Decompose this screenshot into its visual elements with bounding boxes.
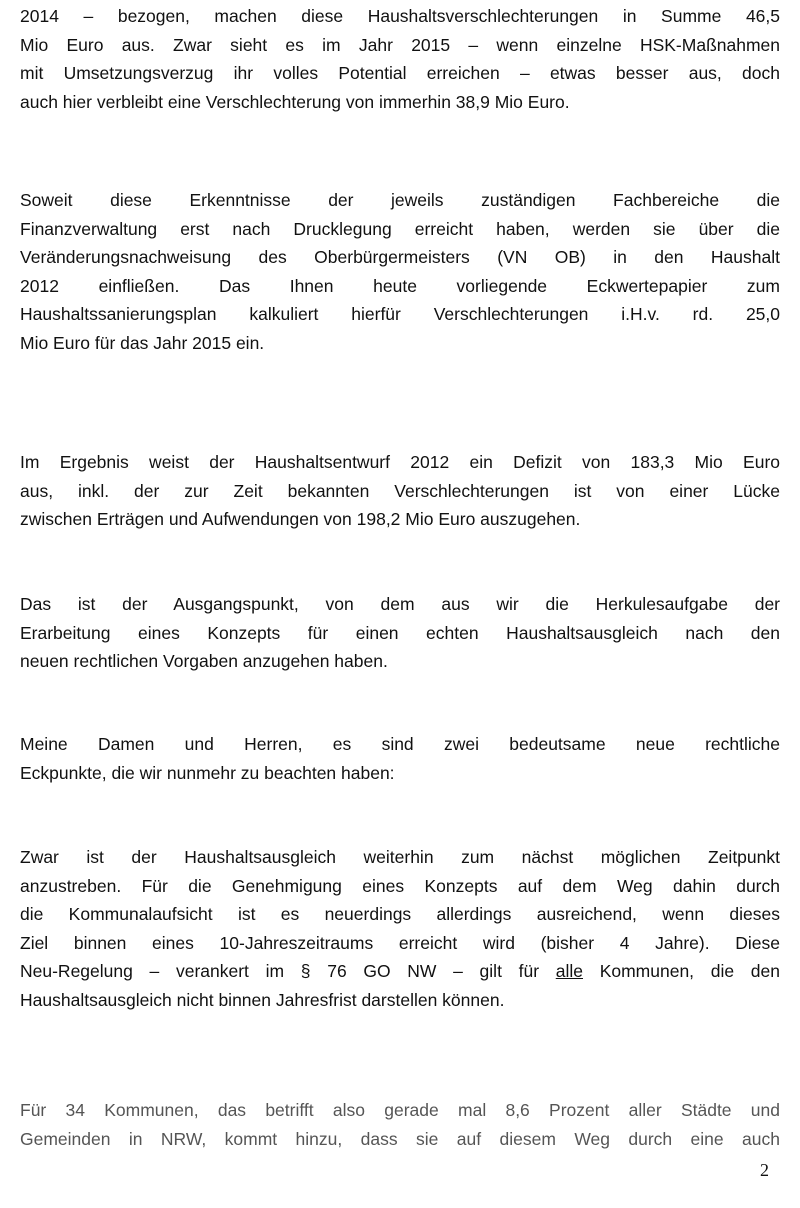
text-segment: Kommunen, die den <box>583 961 780 981</box>
text-segment: Neu-Regelung – verankert im § 76 GO NW – gilt für <box>20 961 556 981</box>
text-line: 2012 einfließen. Das Ihnen heute vorliegende Eckwertepapier zum <box>20 275 780 296</box>
text-line: Haushaltssanierungsplan kalkuliert hierfür Verschlechterungen i.H.v. rd. 25,0 <box>20 304 780 324</box>
page-number: 2 <box>760 1160 769 1180</box>
paragraph-1 <box>20 2 780 116</box>
text-line: 2014 – bezogen, machen diese Haushaltsverschlechterungen in Summe 46,5 <box>20 6 780 26</box>
text-line: Veränderungsnachweisung des Oberbürgermeisters (VN OB) in den Haushalt <box>20 247 780 267</box>
text-line: Soweit diese Erkenntnisse der jeweils zuständigen Fachbereiche die <box>20 190 780 210</box>
text-line: neuen rechtlichen Vorgaben anzugehen haben. <box>20 651 388 671</box>
paragraph-5 <box>20 730 780 787</box>
paragraph-6 <box>20 843 780 1014</box>
paragraph-7 <box>20 1096 780 1153</box>
underlined-word: alle <box>555 961 583 981</box>
text-line: Für 34 Kommunen, das betrifft also gerade mal 8,6 Prozent aller Städte und <box>20 1100 780 1120</box>
text-line: mit Umsetzungsverzug ihr volles Potential erreichen – etwas besser aus, doch <box>20 63 780 83</box>
text-line: Erarbeitung eines Konzepts für einen echten Haushaltsausgleich nach den <box>20 622 780 643</box>
paragraph-2 <box>20 186 780 357</box>
text-line: Finanzverwaltung erst nach Drucklegung erreicht haben, werden sie über die <box>20 218 780 239</box>
text-line: Zwar ist der Haushaltsausgleich weiterhin zum nächst möglichen Zeitpunkt <box>20 847 780 867</box>
text-line: Eckpunkte, die wir nunmehr zu beachten haben: <box>20 762 395 783</box>
text-line: Mio Euro aus. Zwar sieht es im Jahr 2015 – wenn einzelne HSK-Maßnahmen <box>20 34 780 55</box>
text-line: Ziel binnen eines 10-Jahreszeitraums erreicht wird (bisher 4 Jahre). Diese <box>20 932 780 953</box>
text-line: zwischen Erträgen und Aufwendungen von 198,2 Mio Euro auszugehen. <box>20 509 581 529</box>
text-line: Mio Euro für das Jahr 2015 ein. <box>20 332 265 353</box>
text-line: Haushaltsausgleich nicht binnen Jahresfrist darstellen können. <box>20 989 505 1010</box>
paragraph-3 <box>20 448 780 534</box>
text-line: aus, inkl. der zur Zeit bekannten Verschlechterungen ist von einer Lücke <box>20 480 780 501</box>
text-line: Gemeinden in NRW, kommt hinzu, dass sie auf diesem Weg durch eine auch <box>20 1128 780 1149</box>
text-line: Das ist der Ausgangspunkt, von dem aus wir die Herkulesaufgabe der <box>20 594 780 614</box>
text-line: auch hier verbleibt eine Verschlechterung von immerhin 38,9 Mio Euro. <box>20 91 570 112</box>
text-line: Meine Damen und Herren, es sind zwei bedeutsame neue rechtliche <box>20 734 780 754</box>
text-line: Im Ergebnis weist der Haushaltsentwurf 2012 ein Defizit von 183,3 Mio Euro <box>20 452 780 472</box>
text-line: die Kommunalaufsicht ist es neuerdings allerdings ausreichend, wenn dieses <box>20 904 780 924</box>
paragraph-4 <box>20 590 780 676</box>
text-line <box>20 957 780 986</box>
text-line: anzustreben. Für die Genehmigung eines Konzepts auf dem Weg dahin durch <box>20 875 780 896</box>
